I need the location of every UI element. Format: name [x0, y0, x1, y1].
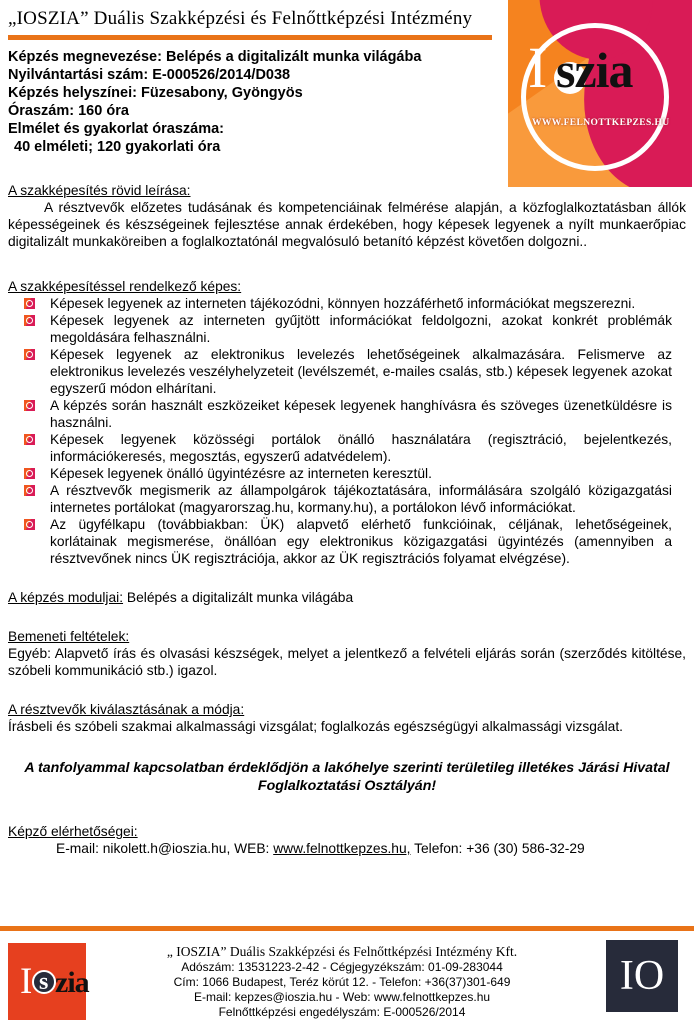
footer-license-line: Felnőttképzési engedélyszám: E-000526/2014 [218, 1005, 466, 1019]
ioszia-bullet-icon [24, 298, 35, 309]
contact-notice: A tanfolyammal kapcsolatban érdeklődjön a lakóhelye szerinti területileg illetékes Járási Hivatal Foglalkoztatási Osztályán! [24, 760, 670, 794]
ioszia-bullet-icon [24, 349, 35, 360]
section-competencies [8, 278, 686, 567]
competencies-heading: A szakképesítéssel rendelkező képes: [8, 279, 242, 294]
section-entry-requirements [8, 628, 686, 679]
page-title: „IOSZIA” Duális Szakképzési és Felnőttképzési Intézmény [8, 8, 473, 29]
selection-method-heading: A résztvevők kiválasztásának a módja: [8, 702, 245, 717]
list-item [22, 295, 672, 312]
list-item [22, 397, 672, 431]
course-locations-line: Képzés helyszínei: Füzesabony, Gyöngyös [8, 85, 303, 101]
footer-company-name: „ IOSZIA” Duális Szakképzési és Felnőttképzési Intézmény Kft. [166, 944, 518, 959]
list-item-text: Képesek legyenek önálló ügyintézésre az interneten keresztül. [50, 466, 432, 481]
footer-logo-letters-zia: zia [55, 966, 89, 999]
section-modules [8, 589, 686, 606]
competencies-list [8, 295, 672, 567]
theory-practice-label-line: Elmélet és gyakorlat óraszáma: [8, 121, 224, 137]
entry-requirements-body: Egyéb: Alapvető írás és olvasási készségek, melyet a jelentkező a felvételi eljárás során (szerződés kitöltése, szóbeli kommunikáció stb.) igazol. [8, 646, 686, 678]
short-description-body: A résztvevők előzetes tudásának és kompetenciáinak felmérése alapján, a közfoglalkoztatásban állók képességeinek és készségeinek fejlesztése annak érdekében, hogy képesek legyenek a nyílt munkaerőpiac digitalizált munkaköreiben a foglalkoztatónál megvalósuló betanító képzést követően dolgozni.. [8, 200, 686, 249]
section-selection-method [8, 701, 686, 735]
list-item [22, 465, 672, 482]
contact-email-text: E-mail: nikolett.h@ioszia.hu, WEB: [56, 841, 274, 856]
footer-email-web-line: E-mail: kepzes@ioszia.hu - Web: www.felnottkepzes.hu [193, 990, 491, 1004]
ioszia-bullet-icon [24, 519, 35, 530]
logo-caption: WWW.FELNOTTKEPZES.HU [532, 118, 670, 128]
footer-logo-disc-icon [32, 970, 56, 994]
footer-logo-letter-s: s [39, 969, 49, 995]
entry-requirements-heading: Bemeneti feltételek: [8, 629, 130, 644]
list-item [22, 482, 672, 516]
registration-number-line: Nyilvántartási szám: E-000526/2014/D038 [8, 67, 291, 83]
ioszia-bullet-icon [24, 468, 35, 479]
list-item [22, 431, 672, 465]
footer-company-info [92, 944, 592, 1020]
contact-heading: Képző elérhetőségei: [8, 824, 138, 839]
list-item [22, 516, 672, 567]
ioszia-bullet-icon [24, 434, 35, 445]
list-item-text: Képesek legyenek az interneten tájékozódni, könnyen hozzáférhető információkat megszerezni. [50, 296, 636, 311]
theory-practice-hours-line: 40 elméleti; 120 gyakorlati óra [14, 139, 221, 155]
course-info-block [8, 48, 478, 156]
logo-letter-i: I [528, 35, 548, 100]
list-item-text: Képesek legyenek az interneten gyűjtött információkat feldolgozni, azokat konkrét problémák megoldására felhasználni. [50, 313, 672, 345]
footer-io-logo [606, 940, 678, 1012]
section-short-description [8, 182, 686, 250]
list-item-text: Képesek legyenek az elektronikus levelezés lehetőségeinek alkalmazására. Felismerve az elektronikus levelezés veszélyhelyzeteit (levélszemét, e-mailes csalás, stb.) képesek legyenek azokat egyszerű módon elhárítani. [50, 347, 672, 396]
footer-ioszia-logo [8, 943, 89, 1020]
ioszia-bullet-icon [24, 315, 35, 326]
logo-wordmark [528, 35, 688, 114]
list-item-text: Az ügyfélkapu (továbbiakban: ÜK) alapvető elérhető funkcióinak, céljának, lehetőségeinek, korlátainak megismerése, önállóan egy elektronikus közigazgatási ügyintézés (amennyiben a résztvevőnek nincs ÜK regisztrációja, akkor az ÜK regisztrációs folyamat elvégzése). [50, 517, 672, 566]
footer-address-line: Cím: 1066 Budapest, Teréz körút 12. - Telefon: +36(37)301-649 [173, 975, 511, 989]
course-name-line: Képzés megnevezése: Belépés a digitalizált munka világába [8, 49, 422, 65]
website-link[interactable]: www.felnottkepzes.hu, [273, 841, 411, 856]
contact-line [8, 840, 686, 857]
footer-tax-line: Adószám: 13531223-2-42 - Cégjegyzékszám: 01-09-283044 [181, 960, 503, 974]
list-item [22, 312, 672, 346]
list-item [22, 346, 672, 397]
selection-method-body: Írásbeli és szóbeli szakmai alkalmassági vizsgálat; foglalkozás egészségügyi alkalmassági vizsgálat. [8, 719, 624, 734]
modules-heading: A képzés moduljai: [8, 590, 124, 605]
modules-value: Belépés a digitalizált munka világába [123, 590, 354, 605]
logo-letters-szia: szia [556, 42, 633, 98]
header-rule [8, 35, 492, 40]
ioszia-bullet-icon [24, 400, 35, 411]
ioszia-bullet-icon [24, 485, 35, 496]
footer-logo-letter-i: I [20, 961, 33, 1002]
footer-io-logo-text: IO [619, 953, 665, 999]
contact-phone-text: Telefon: +36 (30) 586-32-29 [410, 841, 585, 856]
ioszia-logo [508, 0, 692, 187]
list-item-text: A résztvevők megismerik az állampolgárok tájékoztatására, informálására szolgáló közigazgatási internetes portálokat (magyarorszag.hu, kormany.hu), a portálokon lévő információkat. [50, 483, 672, 515]
section-contact [8, 823, 686, 857]
short-description-heading: A szakképesítés rövid leírása: [8, 183, 191, 198]
course-hours-line: Óraszám: 160 óra [8, 103, 129, 119]
list-item-text: Képesek legyenek közösségi portálok önálló használatára (regisztráció, bejelentkezés, információkeresés, megosztás, egyszerű adatvédelem). [50, 432, 672, 464]
footer-rule [0, 926, 694, 931]
list-item-text: A képzés során használt eszközeiket képesek legyenek hanghívásra és szöveges üzenetküldésre is használni. [50, 398, 672, 430]
